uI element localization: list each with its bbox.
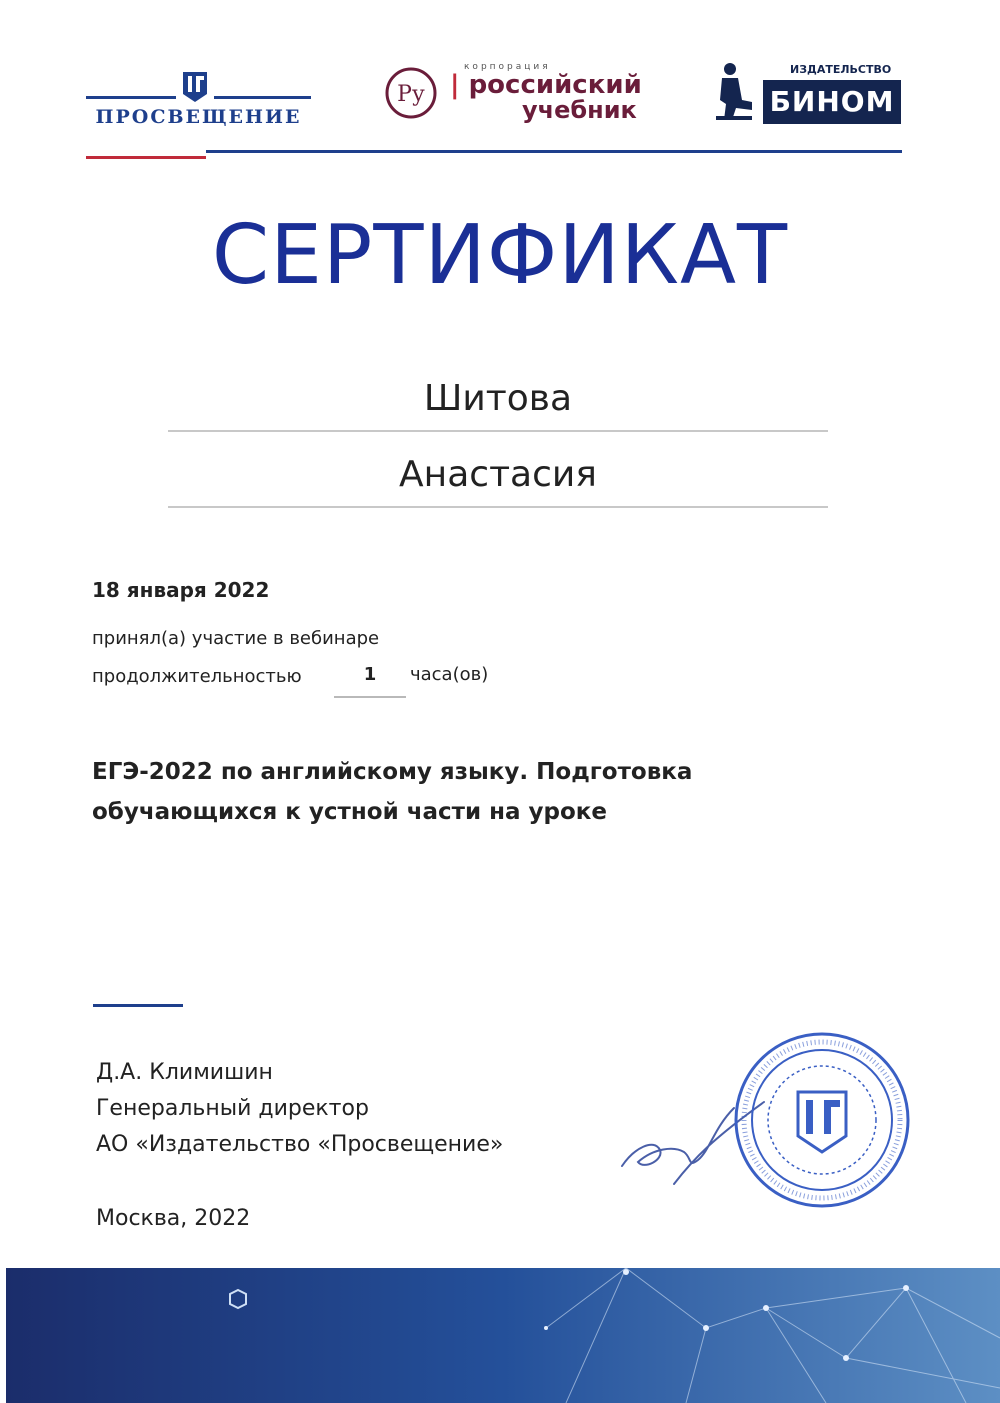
logo-bar-left <box>86 96 176 99</box>
webinar-title <box>92 752 812 832</box>
certificate-title: СЕРТИФИКАТ <box>211 208 789 303</box>
ru-logo-small-text: корпорация <box>464 62 551 72</box>
last-name-rule <box>168 430 828 432</box>
recipient-first-name: Анастасия <box>399 454 597 495</box>
webinar-title-line2: обучающихся к устной части на уроке <box>92 799 607 825</box>
reader-figure-icon <box>712 60 756 124</box>
prosveshchenie-logo <box>86 66 311 136</box>
hours-unit: часа(ов) <box>410 664 489 685</box>
duration-label: продолжительностью <box>92 666 302 687</box>
russian-textbook-logo <box>384 58 654 128</box>
official-stamp-icon <box>732 1030 912 1210</box>
signature-rule <box>93 1004 183 1007</box>
svg-text:Pу: Pу <box>397 82 425 107</box>
recipient-last-name: Шитова <box>423 378 573 419</box>
ru-circle-icon <box>384 66 438 120</box>
header-rule-blue <box>206 150 902 153</box>
logo-bar-right <box>214 96 311 99</box>
hours-rule <box>334 696 406 698</box>
prosveshchenie-emblem-icon <box>182 68 208 104</box>
binom-logo-box: БИНОМ <box>763 80 901 124</box>
footer-network-band <box>6 1268 1000 1403</box>
prosveshchenie-logo-text: ПРОСВЕЩЕНИЕ <box>95 106 302 128</box>
event-date: 18 января 2022 <box>92 578 270 602</box>
signatory-position: Генеральный директор <box>96 1096 369 1121</box>
signatory-name: Д.А. Климишин <box>96 1060 273 1085</box>
place-and-year: Москва, 2022 <box>96 1206 251 1231</box>
ru-logo-line2: учебник <box>522 96 637 124</box>
participation-text: принял(а) участие в вебинаре <box>92 628 380 649</box>
header-rule-red <box>86 156 206 159</box>
binom-publisher-label: ИЗДАТЕЛЬСТВО <box>790 63 892 76</box>
binom-logo <box>712 60 904 126</box>
webinar-title-line1: ЕГЭ-2022 по английскому языку. Подготовка <box>92 759 693 785</box>
hours-value: 1 <box>363 664 377 685</box>
ru-logo-line1: | российский <box>450 70 642 100</box>
signatory-organization: АО «Издательство «Просвещение» <box>96 1132 504 1157</box>
first-name-rule <box>168 506 828 508</box>
